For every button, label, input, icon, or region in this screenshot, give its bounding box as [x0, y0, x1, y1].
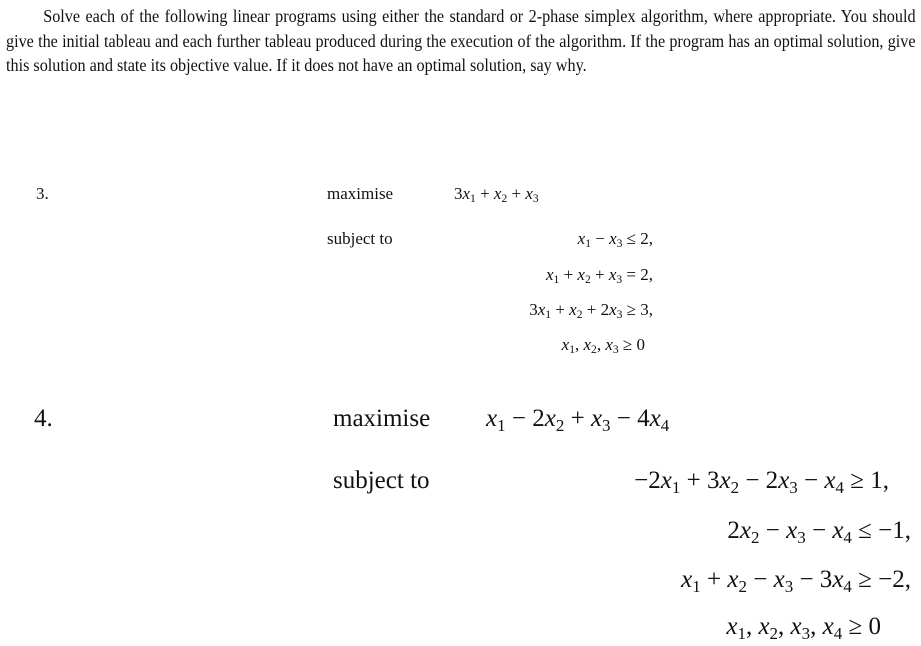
constraint-1: $-2x_1 + 3x_2 - 2x_3 - x_4 \ge 1$, — [634, 467, 889, 497]
constraints-label: subject to — [327, 229, 393, 248]
constraint-2: $2x_2 - x_3 - x_4 \le -1$, — [727, 517, 911, 547]
constraint-2: $x_1 + x_2 + x_3 = 2$, — [545, 265, 653, 287]
instructions-text: Solve each of the following linear programs using either the standard or 2-phase simplex algorithm, where appropriate. You should give the initial tableau and each further tableau produced during the execution of the algorithm. If the program has an optimal solution, give this solution and state its objective value. If it does not have an optimal solution, say why. — [6, 6, 916, 76]
objective-label: maximise — [333, 405, 431, 432]
nonnegativity-constraint: $x_1$, $x_2$, $x_3 \ge 0$ — [561, 335, 645, 357]
problem-number: 4. — [34, 405, 53, 432]
objective-function: $3x_1 + x_2 + x_3$ — [454, 184, 539, 206]
instructions-paragraph — [6, 4, 916, 78]
constraint-3: $x_1 + x_2 - x_3 - 3x_4 \ge -2$, — [681, 566, 911, 596]
constraint-3: $3x_1 + x_2 + 2x_3 \ge 3$, — [529, 300, 653, 322]
problem-number: 3. — [36, 184, 49, 203]
objective-function: $x_1 - 2x_2 + x_3 - 4x_4$ — [486, 405, 670, 435]
nonnegativity-constraint: $x_1$, $x_2$, $x_3$, $x_4 \ge 0$ — [726, 613, 881, 643]
constraint-1: $x_1 - x_3 \le 2$, — [577, 229, 653, 251]
objective-label: maximise — [327, 184, 394, 203]
constraints-label: subject to — [333, 467, 430, 494]
